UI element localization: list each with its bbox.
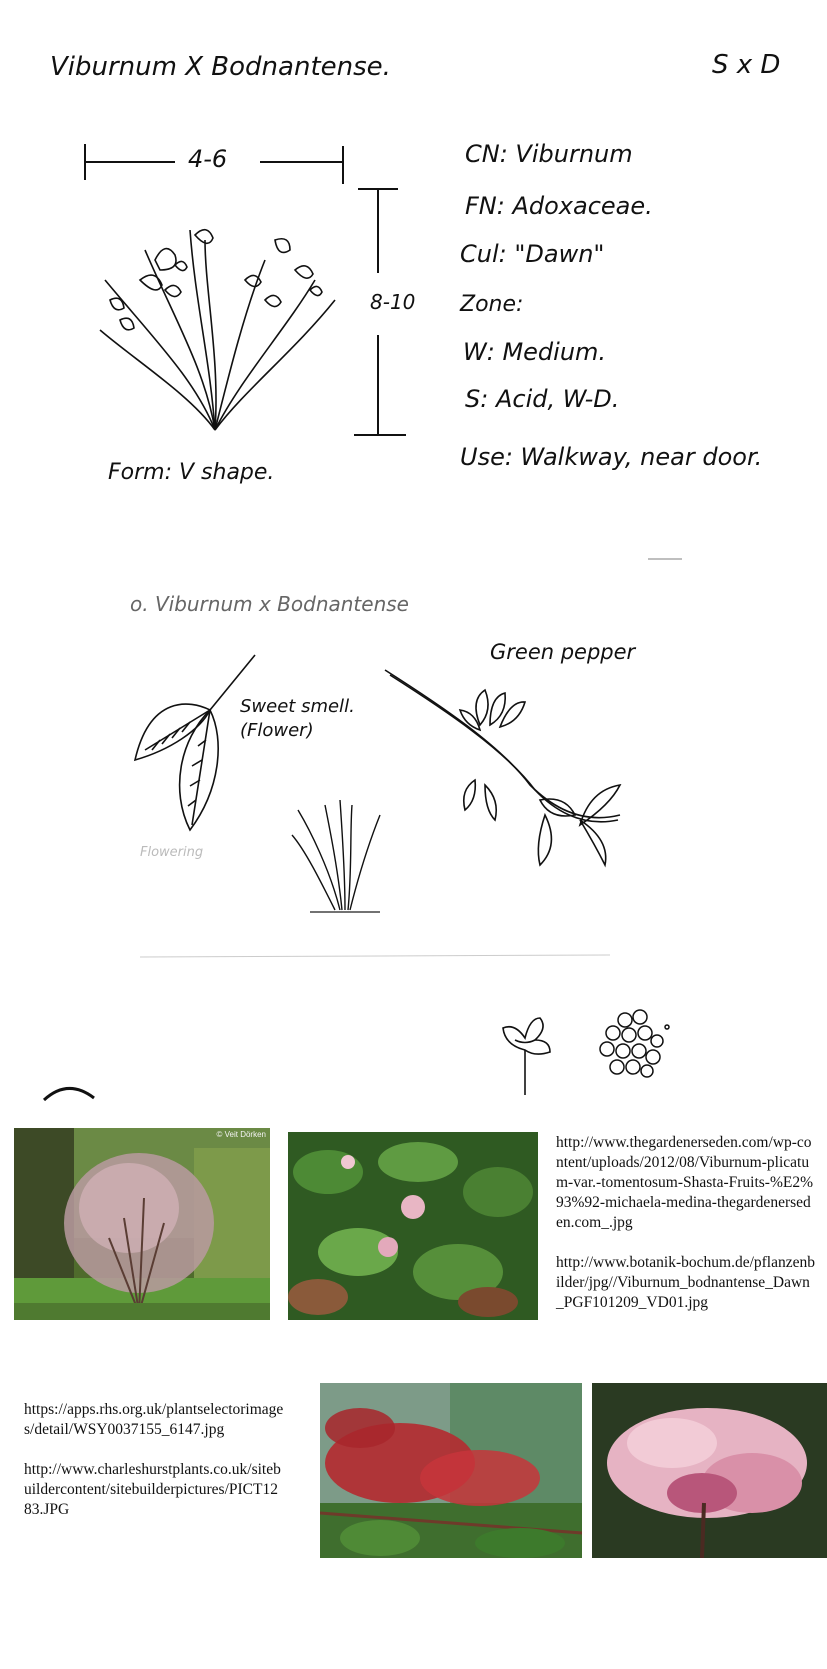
height-dimension-label: 8-10 bbox=[370, 290, 416, 314]
info-family-name: FN: Adoxaceae. bbox=[465, 192, 653, 220]
corner-mark: S x D bbox=[712, 50, 781, 80]
leaf-sketch bbox=[130, 650, 260, 840]
form-label: Form: V shape. bbox=[108, 460, 275, 485]
photo-shrub-garden bbox=[14, 1128, 270, 1320]
photo-red-berries bbox=[320, 1383, 582, 1558]
caption-link[interactable]: http://www.botanik-bochum.de/pflanzenbilder/jpg//Viburnum_bodnantense_Dawn_PGF101209_VD01.jpg bbox=[556, 1254, 815, 1311]
caption-link[interactable]: http://www.charleshurstplants.co.uk/sitebuildercontent/sitebuilderpictures/PICT1283.JPG bbox=[24, 1461, 281, 1518]
info-soil: S: Acid, W-D. bbox=[465, 385, 620, 413]
sheet-2-title: o. Viburnum x Bodnantense bbox=[130, 592, 409, 616]
info-cultivar: Cul: "Dawn" bbox=[460, 240, 605, 268]
arc-mark bbox=[40, 1082, 100, 1102]
height-dimension-line bbox=[350, 185, 410, 445]
sheet-title: Viburnum X Bodnantense. bbox=[50, 52, 391, 82]
photo-credit: © Veit Dörken bbox=[216, 1130, 266, 1139]
photo-viburnum-leaves bbox=[288, 1132, 538, 1320]
branch-note: Green pepper bbox=[490, 640, 636, 664]
caption-link[interactable]: https://apps.rhs.org.uk/plantselectorimages/detail/WSY0037155_6147.jpg bbox=[24, 1401, 284, 1438]
leaf-note: Sweet smell. (Flower) bbox=[240, 696, 355, 741]
row2-captions bbox=[24, 1400, 284, 1540]
caption-link[interactable]: http://www.thegardenerseden.com/wp-content/uploads/2012/08/Viburnum-plicatum-var.-tomentosum-Shasta-Fruits-%E2%93%92-michaela-medina-thegardenerseden.com_.jpg bbox=[556, 1134, 813, 1231]
photo-pink-flowers bbox=[592, 1383, 827, 1558]
flower-sketch bbox=[495, 1010, 555, 1100]
shrub-sketch bbox=[95, 220, 345, 440]
flower-cluster-sketch bbox=[595, 1005, 675, 1085]
faint-note: Flowering bbox=[140, 845, 204, 860]
info-zone: Zone: bbox=[460, 292, 524, 317]
branch-sketch bbox=[380, 665, 640, 885]
info-water: W: Medium. bbox=[463, 338, 607, 366]
grass-sketch bbox=[290, 800, 390, 920]
width-dimension-label: 4-6 bbox=[188, 145, 228, 173]
info-common-name: CN: Viburnum bbox=[465, 140, 633, 168]
info-use: Use: Walkway, near door. bbox=[460, 443, 763, 471]
row1-captions bbox=[556, 1133, 816, 1333]
